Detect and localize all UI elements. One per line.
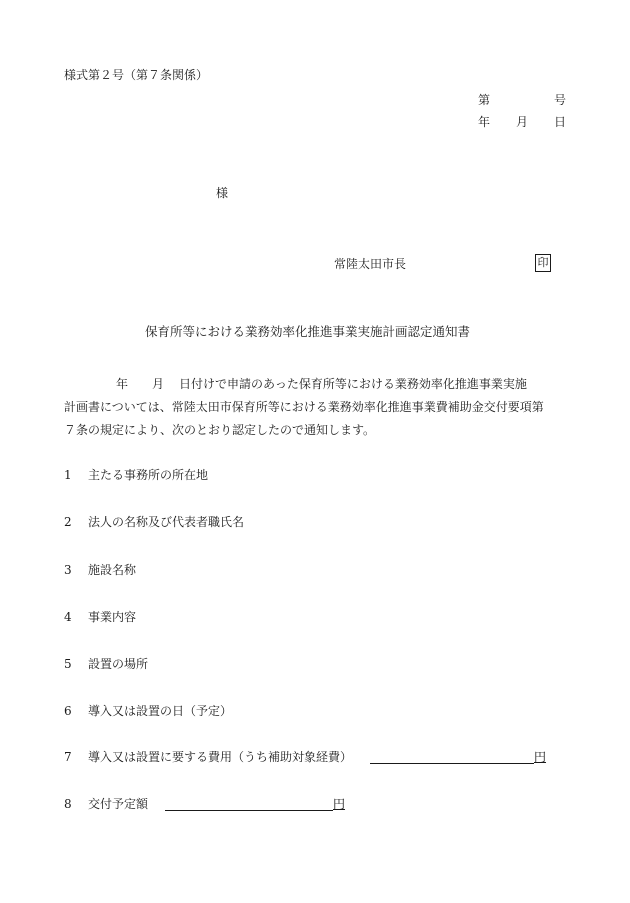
item-number: 6 (64, 704, 72, 718)
date-month: 月 (516, 115, 529, 129)
body-line-3: ７条の規定により、次のとおり認定したので通知します。 (64, 423, 376, 437)
item-label: 設置の場所 (88, 657, 149, 671)
item-number: 1 (64, 468, 72, 482)
item-number: 8 (64, 797, 72, 811)
document-title: 保育所等における業務効率化推進事業実施計画認定通知書 (145, 324, 471, 339)
form-number: 様式第２号（第７条関係） (64, 68, 209, 82)
number-suffix: 号 (554, 93, 567, 107)
seal-stamp: 印 (535, 254, 551, 272)
cost-blank-line (370, 751, 534, 764)
body-line-1-text: 日付けで申請のあった保育所等における業務効率化推進事業実施 (179, 377, 527, 391)
date-day: 日 (554, 115, 567, 129)
item-label: 主たる事務所の所在地 (88, 468, 209, 482)
item-label: 施設名称 (88, 563, 137, 577)
date-year: 年 (478, 115, 491, 129)
item-number: 3 (64, 563, 72, 577)
body-line-1 (64, 373, 578, 396)
addressee-honorific: 様 (216, 186, 229, 200)
item-number: 5 (64, 657, 72, 671)
item-label: 交付予定額 (88, 797, 149, 811)
body-line-2: 計画書については、常陸太田市保育所等における業務効率化推進事業費補助金交付要項第 (64, 400, 544, 414)
body-year: 年 (116, 377, 129, 391)
body-paragraph (64, 373, 578, 442)
amount-unit: 円 (333, 797, 346, 811)
item-number: 4 (64, 610, 72, 624)
body-month: 月 (152, 377, 165, 391)
number-prefix: 第 (478, 93, 491, 107)
item-number: 7 (64, 750, 72, 764)
item-label: 導入又は設置の日（予定） (88, 704, 233, 718)
item-number: 2 (64, 515, 72, 529)
cost-unit: 円 (534, 750, 547, 764)
item-label: 法人の名称及び代表者職氏名 (88, 515, 245, 529)
issuer-name: 常陸太田市長 (334, 257, 407, 271)
amount-blank-line (165, 798, 333, 811)
item-label: 事業内容 (88, 610, 137, 624)
item-label: 導入又は設置に要する費用（うち補助対象経費） (88, 750, 353, 764)
